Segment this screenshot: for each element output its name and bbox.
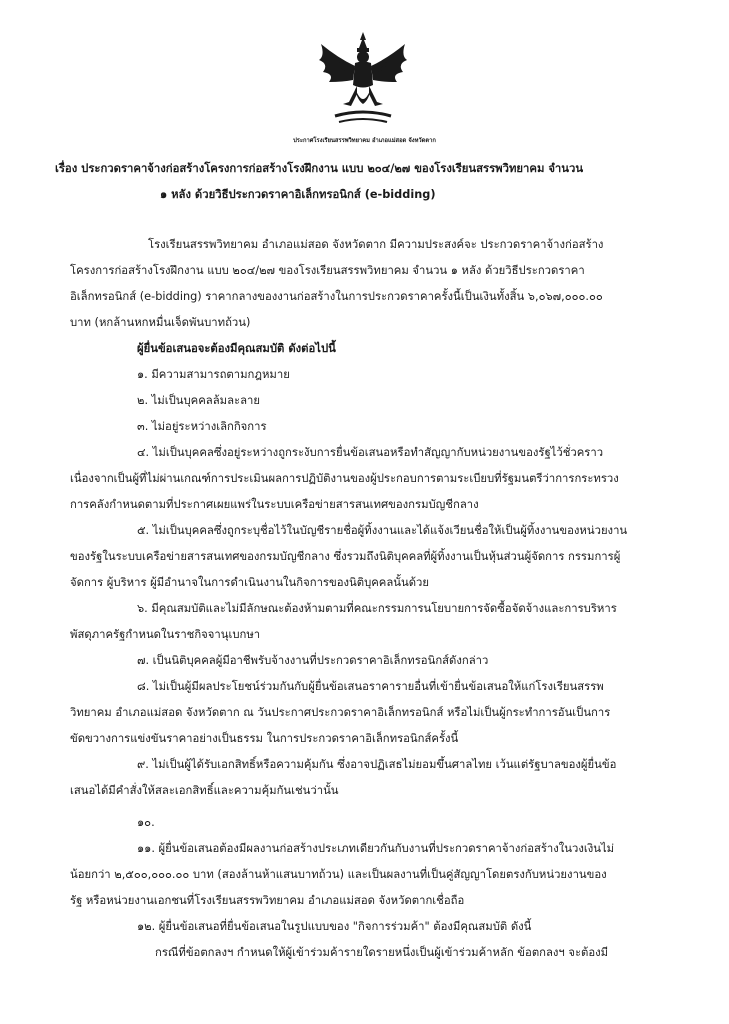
intro-line-1: โรงเรียนสรรพวิทยาคม อำเภอแม่สอด จังหวัดตาก มีความประสงค์จะ ประกวดราคาจ้างก่อสร้าง [148, 238, 604, 251]
item-11-line-2: น้อยกว่า ๒,๕๐๐,๐๐๐.๐๐ บาท (สองล้านห้าแสนบาทถ้วน) และเป็นผลงานที่เป็นคู่สัญญาโดยตรงกับหน่วยงานของ [70, 868, 607, 881]
item-4-line-3: การคลังกำหนดตามที่ประกาศเผยแพร่ในระบบเครือข่ายสารสนเทศของกรมบัญชีกลาง [70, 498, 479, 511]
item-4-line-2: เนื่องจากเป็นผู้ที่ไม่ผ่านเกณฑ์การประเมินผลการปฏิบัติงานของผู้ประกอบการตามระเบียบที่รัฐมนตรีว่าการกระทรวง [70, 472, 619, 485]
item-6-line-2: พัสดุภาครัฐกำหนดในราชกิจจานุเบกษา [70, 628, 261, 641]
item-6-line-1: ๖. มีคุณสมบัติและไม่มีลักษณะต้องห้ามตามที่คณะกรรมการนโยบายการจัดซื้อจัดจ้างและการบริหาร [137, 602, 617, 615]
qualifications-heading: ผู้ยื่นข้อเสนอจะต้องมีคุณสมบัติ ดังต่อไปนี้ [137, 342, 336, 355]
item-8-line-1: ๘. ไม่เป็นผู้มีผลประโยชน์ร่วมกันกับผู้ยื่นข้อเสนอราคารายอื่นที่เข้ายื่นข้อเสนอให้แก่โรงเรียนสรรพ [137, 680, 604, 693]
item-11-line-3: รัฐ หรือหน่วยงานเอกชนที่โรงเรียนสรรพวิทยาคม อำเภอแม่สอด จังหวัดตากเชื่อถือ [70, 894, 465, 907]
item-12-line-2: กรณีที่ข้อตกลงฯ กำหนดให้ผู้เข้าร่วมค้ารายใดรายหนึ่งเป็นผู้เข้าร่วมค้าหลัก ข้อตกลงฯ จะต้องมี [155, 946, 609, 959]
item-2: ๒. ไม่เป็นบุคคลล้มละลาย [137, 394, 260, 407]
item-11-line-1: ๑๑. ผู้ยื่นข้อเสนอต้องมีผลงานก่อสร้างประเภทเดียวกันกับงานที่ประกวดราคาจ้างก่อสร้างในวงเงินไม่ [137, 842, 615, 855]
item-4-line-1: ๔. ไม่เป็นบุคคลซึ่งอยู่ระหว่างถูกระงับการยื่นข้อเสนอหรือทำสัญญากับหน่วยงานของรัฐไว้ชั่วคราว [137, 446, 604, 459]
item-10: ๑๐. [137, 816, 155, 829]
item-1: ๑. มีความสามารถตามกฎหมาย [137, 368, 290, 381]
item-5-line-3: จัดการ ผู้บริหาร ผู้มีอำนาจในการดำเนินงานในกิจการของนิติบุคคลนั้นด้วย [70, 576, 430, 589]
intro-line-4: บาท (หกล้านหกหมื่นเจ็ดพันบาทถ้วน) [70, 316, 251, 329]
intro-line-3: อิเล็กทรอนิกส์ (e-bidding) ราคากลางของงานก่อสร้างในการประกวดราคาครั้งนี้เป็นเงินทั้งสิ้น ๖,๐๖๗,๐๐๐.๐๐ [70, 290, 603, 303]
announcement-title: ประกาศโรงเรียนสรรพวิทยาคม อำเภอแม่สอด จังหวัดตาก [293, 138, 436, 144]
item-5-line-1: ๕. ไม่เป็นบุคคลซึ่งถูกระบุชื่อไว้ในบัญชีรายชื่อผู้ทิ้งงานและได้แจ้งเวียนชื่อให้เป็นผู้ทิ้งงานของหน่วยงาน [137, 524, 628, 537]
item-3: ๓. ไม่อยู่ระหว่างเลิกกิจการ [137, 420, 267, 433]
intro-line-2: โครงการก่อสร้างโรงฝึกงาน แบบ ๒๐๔/๒๗ ของโรงเรียนสรรพวิทยาคม จำนวน ๑ หลัง ด้วยวิธีประกวดราคา [70, 264, 585, 277]
item-8-line-3: ขัดขวางการแข่งขันราคาอย่างเป็นธรรม ในการประกวดราคาอิเล็กทรอนิกส์ครั้งนี้ [70, 732, 459, 745]
item-7: ๗. เป็นนิติบุคคลผู้มีอาชีพรับจ้างงานที่ประกวดราคาอิเล็กทรอนิกส์ดังกล่าว [137, 654, 489, 667]
item-8-line-2: วิทยาคม อำเภอแม่สอด จังหวัดตาก ณ วันประกาศประกวดราคาอิเล็กทรอนิกส์ หรือไม่เป็นผู้กระทำการอันเป็นการ [70, 706, 611, 719]
item-9-line-1: ๙. ไม่เป็นผู้ได้รับเอกสิทธิ์หรือความคุ้มกัน ซึ่งอาจปฏิเสธไม่ยอมขึ้นศาลไทย เว้นแต่รัฐบาลของผู้ยื่นข้อ [137, 758, 617, 771]
item-5-line-2: ของรัฐในระบบเครือข่ายสารสนเทศของกรมบัญชีกลาง ซึ่งรวมถึงนิติบุคคลที่ผู้ทิ้งงานเป็นหุ้นส่วนผู้จัดการ กรรมการผู้ [70, 550, 621, 563]
garuda-emblem-icon [313, 30, 413, 127]
subject-line-2: ๑ หลัง ด้วยวิธีประกวดราคาอิเล็กทรอนิกส์ (e-bidding) [160, 188, 436, 201]
item-9-line-2: เสนอได้มีคำสั่งให้สละเอกสิทธิ์และความคุ้มกันเช่นว่านั้น [70, 784, 339, 797]
item-12-line-1: ๑๒. ผู้ยื่นข้อเสนอที่ยื่นข้อเสนอในรูปแบบของ "กิจการร่วมค้า" ต้องมีคุณสมบัติ ดังนี้ [137, 920, 532, 933]
subject-line-1: เรื่อง ประกวดราคาจ้างก่อสร้างโครงการก่อสร้างโรงฝึกงาน แบบ ๒๐๔/๒๗ ของโรงเรียนสรรพวิทยาคม จำนวน [55, 162, 584, 175]
